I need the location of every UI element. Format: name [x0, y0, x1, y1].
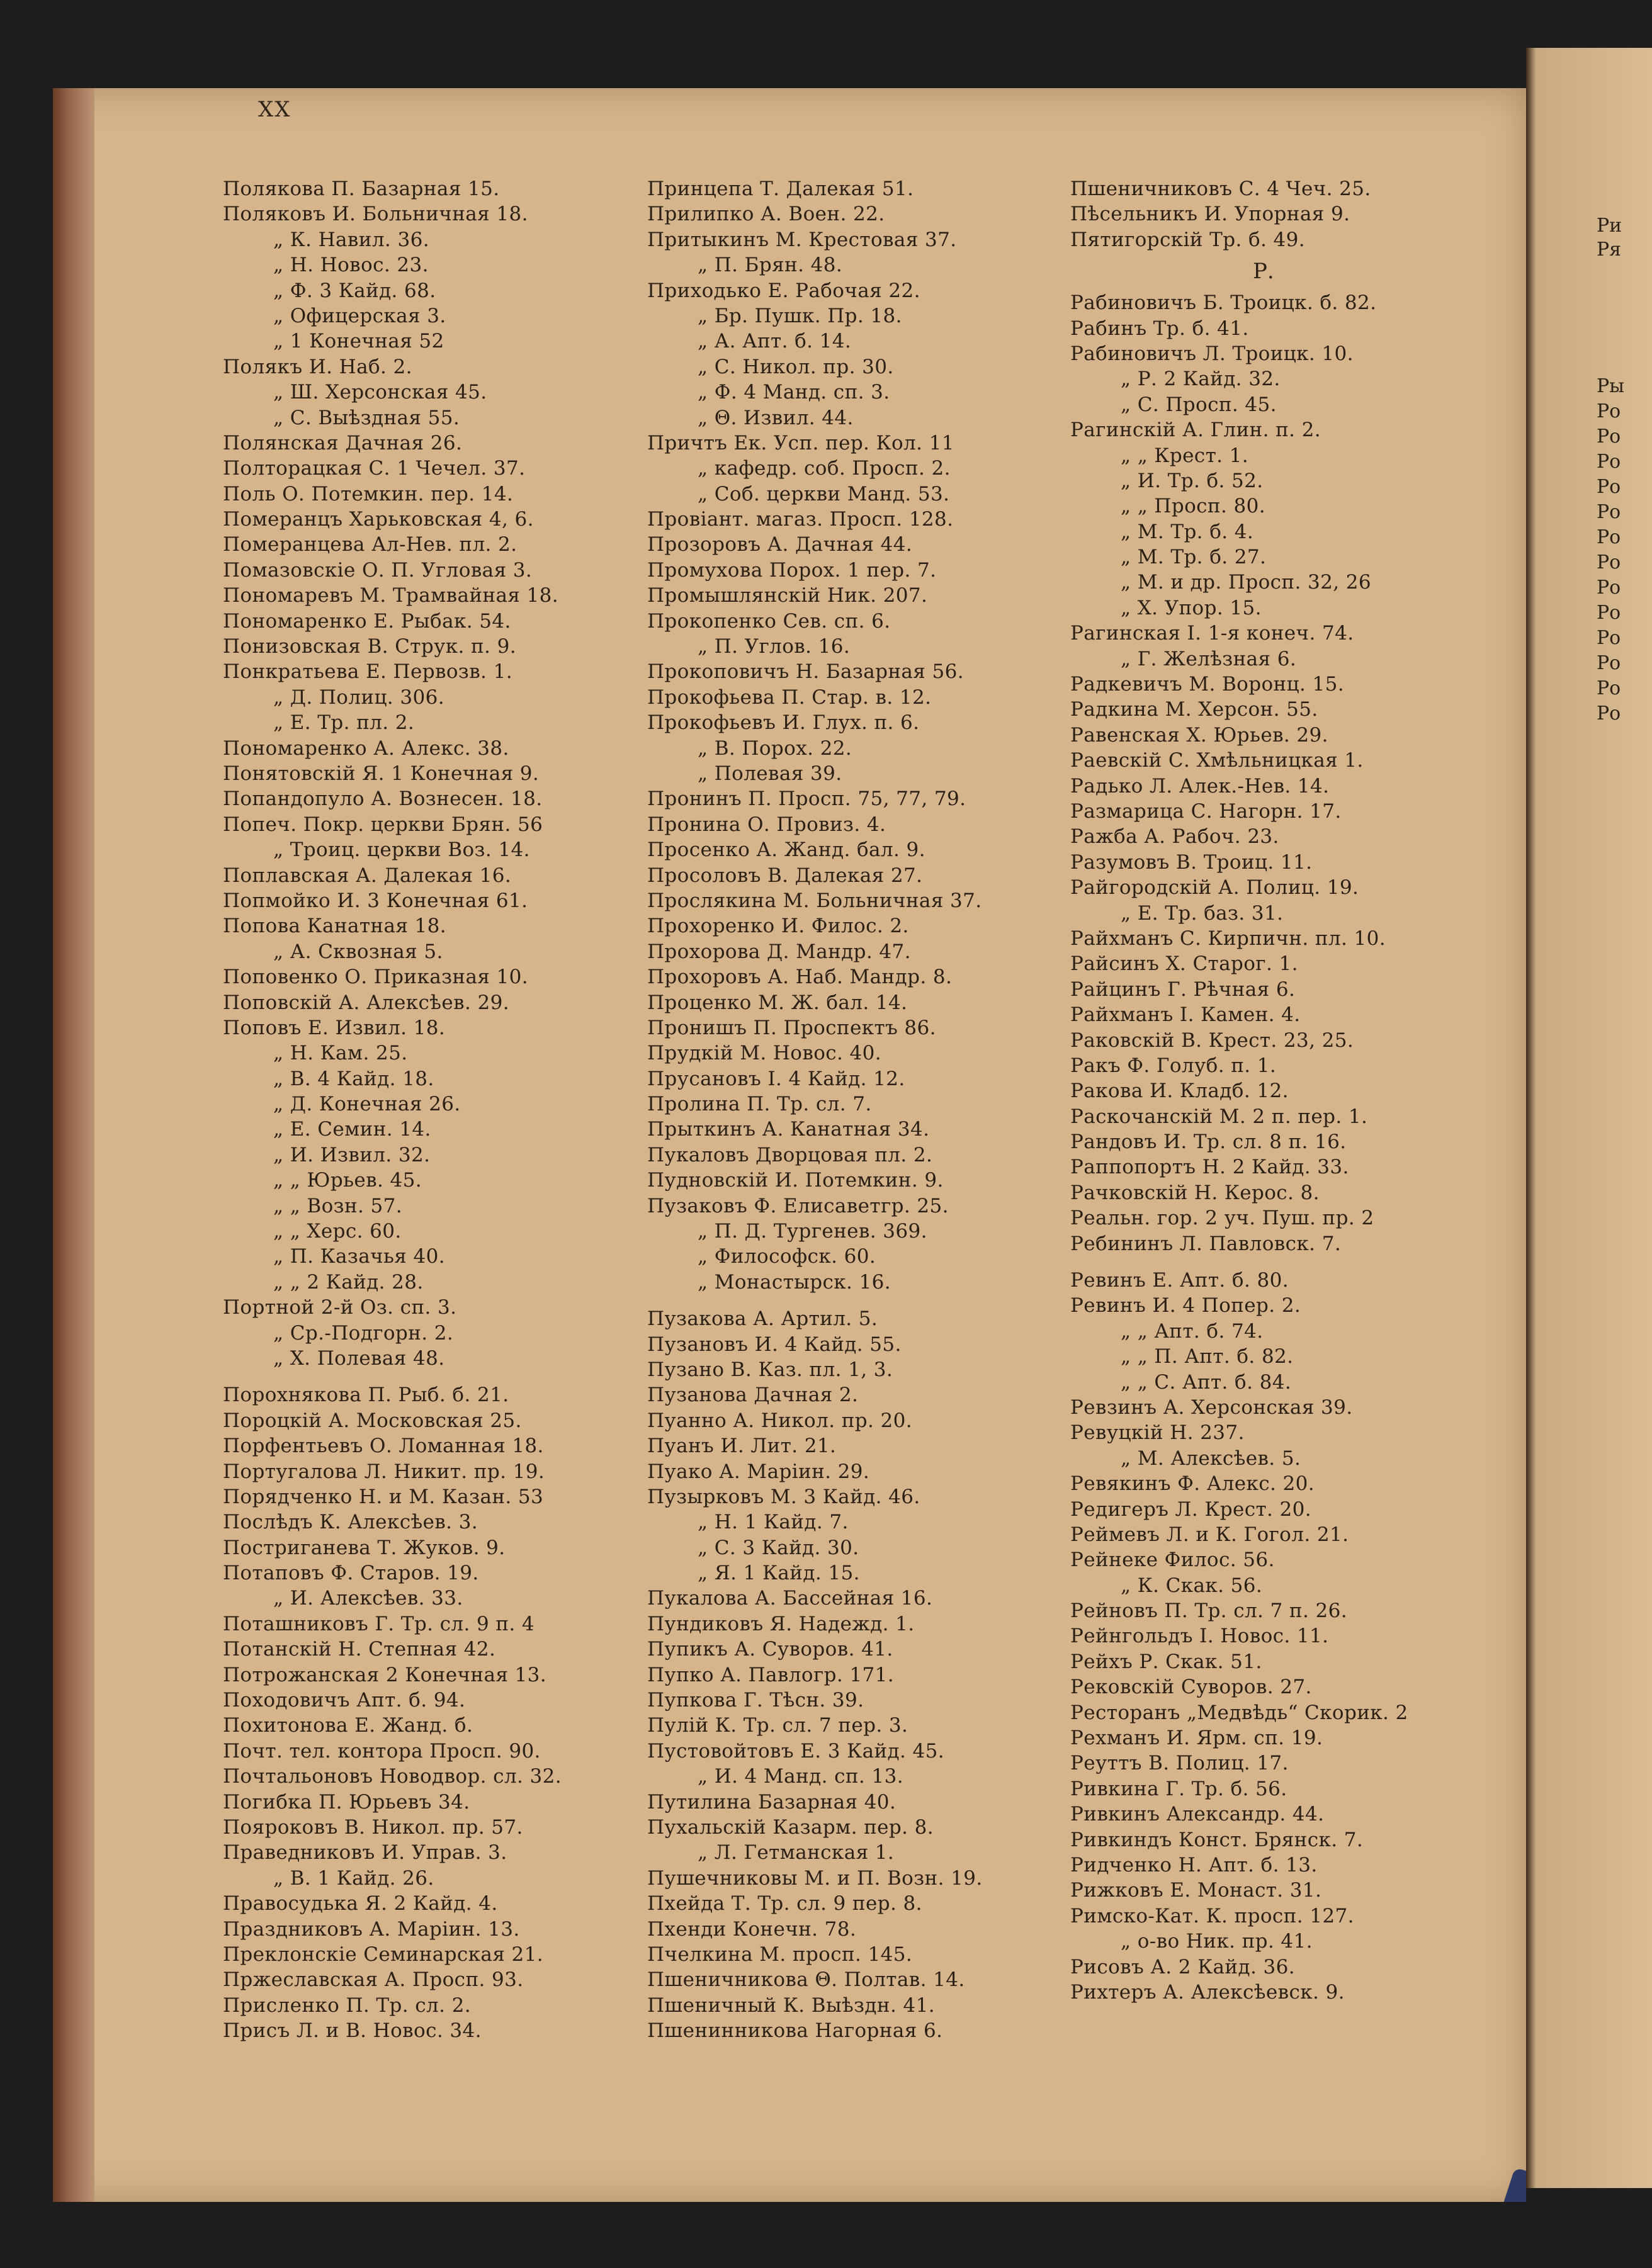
directory-entry: Райгородскій А. Полиц. 19. — [1070, 876, 1359, 900]
directory-entry: Рачковскій Н. Керос. 8. — [1070, 1181, 1320, 1204]
directory-entry: Присъ Л. и В. Новос. 34. — [223, 2019, 482, 2043]
directory-entry: „ „ Апт. б. 74. — [1121, 1319, 1264, 1343]
directory-entry: Потанскій Н. Степная 42. — [223, 1638, 496, 1661]
directory-entry: Пхейда Т. Тр. сл. 9 пер. 8. — [647, 1892, 922, 1915]
directory-entry: Пшенинникова Нагорная 6. — [647, 2019, 943, 2043]
directory-entry: „ Троиц. церкви Воз. 14. — [273, 838, 530, 862]
edge-fragment: Ро — [1597, 577, 1621, 599]
directory-entry: Ривкиндъ Конст. Брянск. 7. — [1070, 1828, 1364, 1851]
edge-fragment: Ро — [1597, 627, 1621, 649]
edge-fragment: Ро — [1597, 551, 1621, 573]
directory-entry: „ Монастырск. 16. — [698, 1270, 891, 1294]
directory-entry: Рандовъ И. Тр. сл. 8 п. 16. — [1070, 1131, 1347, 1154]
directory-entry: „ П. Брян. 48. — [698, 254, 843, 277]
directory-entry: Пронина О. Провиз. 4. — [647, 813, 886, 836]
directory-entry: Полякова П. Базарная 15. — [223, 178, 500, 200]
directory-entry: „ Офицерская 3. — [273, 304, 446, 327]
directory-entry: „ Г. Желѣзная 6. — [1121, 647, 1297, 670]
directory-entry: „ С. 3 Кайд. 30. — [698, 1536, 859, 1559]
directory-entry: „ „ Крест. 1. — [1121, 444, 1249, 467]
directory-entry: Промухова Порох. 1 пер. 7. — [647, 558, 937, 582]
directory-entry: Похитонова Е. Жанд. б. — [223, 1714, 473, 1737]
directory-entry: „ М. Алексѣев. 5. — [1121, 1447, 1301, 1470]
directory-entry: Пукаловъ Дворцовая пл. 2. — [647, 1143, 933, 1166]
directory-entry: Пшеничникова Θ. Полтав. 14. — [647, 1968, 965, 1992]
directory-entry: Пупко А. Павлогр. 171. — [647, 1663, 894, 1686]
directory-entry: Рековскій Суворов. 27. — [1070, 1676, 1312, 1699]
book-spine — [53, 88, 94, 2202]
directory-entry: Пороцкій А. Московская 25. — [223, 1409, 522, 1432]
directory-entry: Пшеничный К. Выѣздн. 41. — [647, 1994, 935, 2017]
directory-entry: Почт. тел. контора Просп. 90. — [223, 1739, 541, 1763]
directory-entry: Ражба А. Рабоч. 23. — [1070, 825, 1279, 849]
directory-entry: Понятовскій Я. 1 Конечная 9. — [223, 762, 540, 785]
directory-entry: Рейнгольдъ I. Новос. 11. — [1070, 1625, 1329, 1648]
directory-entry: Порфентьевъ О. Ломанная 18. — [223, 1435, 544, 1458]
directory-entry: Прилипко А. Воен. 22. — [647, 203, 885, 226]
bookmark-tab — [1484, 2167, 1526, 2202]
directory-entry: „ „ Юрьев. 45. — [273, 1169, 422, 1192]
directory-entry: Померанцъ Харьковская 4, 6. — [223, 508, 534, 531]
edge-fragment: Ры — [1597, 375, 1625, 397]
directory-entry: „ Ш. Херсонская 45. — [273, 381, 487, 404]
directory-entry: Прокофьева П. Стар. в. 12. — [647, 685, 932, 709]
directory-entry: „ В. Порох. 22. — [698, 736, 852, 760]
directory-entry: Пчелкина М. просп. 145. — [647, 1943, 913, 1966]
directory-entry: Помазовскіе О. П. Угловая 3. — [223, 558, 533, 582]
directory-entry: Поповскій А. Алексѣев. 29. — [223, 991, 509, 1014]
edge-fragment: Ро — [1597, 501, 1621, 523]
directory-entry: Погибка П. Юрьевъ 34. — [223, 1790, 470, 1814]
directory-entry: „ М. Тр. б. 27. — [1121, 546, 1267, 569]
directory-entry: „ И. 4 Манд. сп. 13. — [698, 1765, 903, 1788]
directory-entry: Рагинскій А. Глин. п. 2. — [1070, 419, 1321, 442]
directory-entry: „ кафедр. соб. Просп. 2. — [698, 457, 951, 480]
directory-entry: Пузырковъ М. 3 Кайд. 46. — [647, 1485, 920, 1508]
directory-entry: Рейхъ Р. Скак. 51. — [1070, 1650, 1262, 1673]
directory-column-3 — [1070, 176, 1408, 2005]
directory-entry: Рабинъ Тр. б. 41. — [1070, 317, 1249, 340]
directory-entry: „ „ С. Апт. б. 84. — [1121, 1370, 1292, 1394]
directory-entry: „ Философск. 60. — [698, 1245, 876, 1268]
directory-entry: Принцепа Т. Далекая 51. — [647, 178, 914, 200]
edge-fragment: Ро — [1597, 451, 1621, 473]
directory-entry: Пятигорскій Тр. б. 49. — [1070, 228, 1306, 251]
directory-entry: „ П. Д. Тургенев. 369. — [698, 1220, 927, 1243]
directory-entry: Португалова Л. Никит. пр. 19. — [223, 1460, 545, 1483]
directory-entry: Пхенди Конечн. 78. — [647, 1917, 857, 1941]
directory-entry: Прозоровъ А. Дачная 44. — [647, 533, 913, 556]
directory-entry: Пустовойтовъ Е. 3 Кайд. 45. — [647, 1739, 945, 1763]
directory-entry: „ М. Тр. б. 4. — [1121, 520, 1254, 543]
directory-entry: Пузановъ И. 4 Кайд. 55. — [647, 1333, 902, 1356]
directory-entry: „ Θ. Извил. 44. — [698, 406, 854, 429]
directory-entry: Ребининъ Л. Павловск. 7. — [1070, 1232, 1342, 1255]
directory-entry: „ Х. Упор. 15. — [1121, 596, 1262, 619]
directory-entry: Померанцева Ал-Нев. пл. 2. — [223, 533, 518, 556]
directory-entry: Равенская Х. Юрьев. 29. — [1070, 723, 1328, 747]
directory-entry: Радько Л. Алек.-Нев. 14. — [1070, 774, 1330, 798]
directory-entry: Поповъ Е. Извил. 18. — [223, 1016, 446, 1039]
directory-entry: Раевскій С. Хмѣльницкая 1. — [1070, 749, 1364, 772]
directory-entry: Прохорова Д. Мандр. 47. — [647, 940, 911, 963]
directory-entry: Пухальскій Казарм. пер. 8. — [647, 1816, 934, 1839]
directory-entry: Пудновскій И. Потемкин. 9. — [647, 1169, 944, 1192]
directory-entry: Пундиковъ Я. Надежд. 1. — [647, 1612, 915, 1635]
directory-entry: Ресторанъ „Медвѣдь“ Скорик. 2 — [1070, 1701, 1408, 1724]
directory-entry: Походовичъ Апт. б. 94. — [223, 1689, 466, 1712]
directory-entry: Прокоповичъ Н. Базарная 56. — [647, 660, 964, 684]
directory-entry: Пономаревъ М. Трамвайная 18. — [223, 584, 559, 607]
directory-entry: „ Е. Тр. баз. 31. — [1121, 901, 1284, 925]
directory-entry: „ В. 4 Кайд. 18. — [273, 1067, 434, 1090]
directory-entry: Проценко М. Ж. бал. 14. — [647, 991, 908, 1014]
directory-entry: „ А. Апт. б. 14. — [698, 330, 852, 353]
directory-entry: Пшеничниковъ С. 4 Чеч. 25. — [1070, 178, 1371, 200]
directory-entry: Поплавская А. Далекая 16. — [223, 864, 512, 887]
directory-entry: „ С. Выѣздная 55. — [273, 406, 460, 429]
directory-entry: Римско-Кат. К. просп. 127. — [1070, 1904, 1354, 1927]
directory-entry: Пѣсельникъ И. Упорная 9. — [1070, 203, 1350, 226]
directory-entry: Причтъ Ек. Усп. пер. Кол. 11 — [647, 431, 954, 454]
directory-entry: „ М. и др. Просп. 32, 26 — [1121, 571, 1371, 594]
directory-entry: „ Л. Гетманская 1. — [698, 1841, 895, 1865]
directory-entry: „ С. Никол. пр. 30. — [698, 355, 894, 378]
edge-fragment: Ро — [1597, 702, 1621, 725]
directory-entry: Рейнеке Филос. 56. — [1070, 1549, 1275, 1572]
directory-entry: Пронинъ П. Просп. 75, 77, 79. — [647, 787, 966, 811]
directory-entry: Ревякинъ Ф. Алекс. 20. — [1070, 1472, 1315, 1496]
directory-entry: Рихтеръ А. Алексѣевск. 9. — [1070, 1980, 1345, 2004]
directory-entry: „ „ Херс. 60. — [273, 1220, 402, 1243]
directory-entry: Пушечниковы М. и П. Возн. 19. — [647, 1866, 983, 1890]
directory-entry: Рехманъ И. Ярм. сп. 19. — [1070, 1727, 1323, 1750]
directory-entry: „ „ Возн. 57. — [273, 1194, 403, 1217]
directory-entry: Райсинъ Х. Старог. 1. — [1070, 952, 1298, 976]
directory-entry: Поль О. Потемкин. пер. 14. — [223, 482, 514, 505]
directory-entry: Радкевичъ М. Воронц. 15. — [1070, 673, 1344, 696]
directory-entry: Провіант. магаз. Просп. 128. — [647, 508, 954, 531]
directory-entry: Попеч. Покр. церкви Брян. 56 — [223, 813, 543, 836]
directory-entry: Ревинъ Е. Апт. б. 80. — [1070, 1269, 1289, 1292]
directory-entry: „ Д. Конечная 26. — [273, 1093, 461, 1116]
directory-entry: Ракова И. Кладб. 12. — [1070, 1080, 1289, 1103]
directory-entry: Путилина Базарная 40. — [647, 1790, 897, 1814]
directory-entry: „ И. Алексѣев. 33. — [273, 1587, 463, 1610]
directory-entry: Пономаренко А. Алекс. 38. — [223, 736, 509, 760]
directory-entry: Рисовъ А. 2 Кайд. 36. — [1070, 1955, 1295, 1978]
directory-entry: „ И. Извил. 32. — [273, 1143, 431, 1166]
directory-entry: Ракъ Ф. Голуб. п. 1. — [1070, 1054, 1277, 1077]
edge-fragment: Ро — [1597, 677, 1621, 699]
directory-entry: Прокофьевъ И. Глух. п. 6. — [647, 711, 920, 735]
directory-column-1 — [223, 176, 562, 2044]
directory-entry: Преклонскіе Семинарская 21. — [223, 1943, 544, 1966]
directory-entry: Рабиновичъ Л. Троицк. 10. — [1070, 342, 1354, 365]
directory-page — [53, 88, 1526, 2202]
directory-entry: „ Е. Тр. пл. 2. — [273, 711, 415, 735]
directory-entry: Рагинская I. 1-я конеч. 74. — [1070, 622, 1354, 645]
directory-entry: Попова Канатная 18. — [223, 915, 447, 938]
directory-entry: Пузано В. Каз. пл. 1, 3. — [647, 1358, 893, 1381]
directory-entry: Пуанъ И. Лит. 21. — [647, 1435, 837, 1458]
directory-entry: Полторацкая С. 1 Чечел. 37. — [223, 457, 526, 480]
directory-entry: Потаповъ Ф. Старов. 19. — [223, 1562, 479, 1585]
section-letter: Р. — [1253, 259, 1274, 285]
directory-entry: „ Х. Полевая 48. — [273, 1346, 445, 1370]
directory-entry: Реальн. гор. 2 уч. Пуш. пр. 2 — [1070, 1207, 1374, 1230]
directory-entry: „ С. Просп. 45. — [1121, 393, 1277, 416]
directory-entry: Полякъ И. Наб. 2. — [223, 355, 412, 378]
directory-entry: Ревзинъ А. Херсонская 39. — [1070, 1396, 1353, 1419]
directory-entry: „ Ф. 3 Кайд. 68. — [273, 279, 436, 302]
directory-entry: Ридченко Н. Апт. б. 13. — [1070, 1854, 1318, 1876]
directory-entry: Просенко А. Жанд. бал. 9. — [647, 838, 925, 862]
directory-entry: Присленко П. Тр. сл. 2. — [223, 1994, 472, 2017]
directory-entry: Просоловъ В. Далекая 27. — [647, 864, 923, 887]
directory-entry: Правосудька Я. 2 Кайд. 4. — [223, 1892, 498, 1915]
directory-entry: „ о-во Ник. пр. 41. — [1121, 1930, 1313, 1953]
directory-entry: Рижковъ Е. Монаст. 31. — [1070, 1879, 1322, 1902]
directory-entry: Попандопуло А. Вознесен. 18. — [223, 787, 543, 811]
directory-entry: „ А. Сквозная 5. — [273, 940, 443, 963]
directory-entry: Почтальоновъ Новодвор. сл. 32. — [223, 1765, 562, 1788]
directory-entry: Попмойко И. 3 Конечная 61. — [223, 889, 528, 912]
directory-entry: „ Ср.-Подгорн. 2. — [273, 1321, 454, 1345]
directory-entry: Пукалова А. Бассейная 16. — [647, 1587, 933, 1610]
directory-entry: Пуанно А. Никол. пр. 20. — [647, 1409, 913, 1432]
directory-entry: Пролина П. Тр. сл. 7. — [647, 1093, 872, 1116]
directory-entry: „ „ Просп. 80. — [1121, 495, 1266, 518]
directory-entry: Промышлянскій Ник. 207. — [647, 584, 928, 607]
directory-entry: Раскочанскій М. 2 п. пер. 1. — [1070, 1105, 1368, 1128]
edge-fragment: Ри — [1597, 215, 1622, 237]
directory-entry: Радкина М. Херсон. 55. — [1070, 698, 1318, 721]
directory-entry: „ Р. 2 Кайд. 32. — [1121, 368, 1281, 391]
directory-entry: Прыткинъ А. Канатная 34. — [647, 1118, 930, 1141]
edge-fragment: Ро — [1597, 426, 1621, 448]
directory-entry: Реймевъ Л. и К. Гогол. 21. — [1070, 1523, 1349, 1546]
directory-entry: Портной 2-й Оз. сп. 3. — [223, 1296, 457, 1319]
directory-entry: „ К. Скак. 56. — [1121, 1574, 1263, 1597]
directory-entry: Пономаренко Е. Рыбак. 54. — [223, 609, 511, 633]
directory-entry: Понизовская В. Струк. п. 9. — [223, 635, 516, 658]
directory-entry: Пронишъ П. Проспектъ 86. — [647, 1016, 936, 1039]
directory-entry: Раковскій В. Крест. 23, 25. — [1070, 1029, 1354, 1052]
directory-entry: Пуако А. Маріин. 29. — [647, 1460, 870, 1483]
directory-entry: „ В. 1 Кайд. 26. — [273, 1866, 434, 1890]
directory-entry: Прусановъ I. 4 Кайд. 12. — [647, 1067, 905, 1090]
directory-entry: Раппопортъ Н. 2 Кайд. 33. — [1070, 1156, 1349, 1179]
directory-entry: Ривкинъ Александр. 44. — [1070, 1803, 1325, 1826]
directory-entry: „ И. Тр. б. 52. — [1121, 469, 1264, 492]
directory-entry: Прохоренко И. Филос. 2. — [647, 915, 909, 938]
directory-entry: „ 1 Конечная 52 — [273, 330, 444, 353]
directory-entry: „ Е. Семин. 14. — [273, 1118, 431, 1141]
directory-column-2 — [647, 176, 983, 2044]
edge-fragment: Ро — [1597, 526, 1621, 548]
directory-entry: „ Я. 1 Кайд. 15. — [698, 1562, 860, 1585]
directory-entry: „ „ 2 Кайд. 28. — [273, 1270, 424, 1294]
directory-entry: Райцинъ Г. Рѣчная 6. — [1070, 978, 1296, 1001]
directory-entry: Поповенко О. Приказная 10. — [223, 966, 529, 989]
directory-entry: Пузакова А. Артил. 5. — [647, 1307, 878, 1331]
directory-entry: „ Н. Новос. 23. — [273, 254, 429, 277]
directory-entry: „ Соб. церкви Манд. 53. — [698, 482, 950, 505]
directory-entry: „ Ф. 4 Манд. сп. 3. — [698, 381, 890, 404]
directory-entry: Пояроковъ В. Никол. пр. 57. — [223, 1816, 523, 1839]
edge-fragment: Ро — [1597, 602, 1621, 624]
directory-entry: „ „ П. Апт. б. 82. — [1121, 1345, 1294, 1368]
directory-entry: Поляковъ И. Больничная 18. — [223, 203, 528, 226]
directory-entry: Ревинъ И. 4 Попер. 2. — [1070, 1294, 1301, 1317]
directory-entry: „ Н. Кам. 25. — [273, 1042, 408, 1065]
next-page-edge — [1526, 48, 1652, 2188]
directory-entry: Райхманъ I. Камен. 4. — [1070, 1003, 1301, 1027]
directory-entry: Прудкій М. Новос. 40. — [647, 1042, 882, 1065]
directory-entry: Приходько Е. Рабочая 22. — [647, 279, 920, 302]
directory-entry: Пупикъ А. Суворов. 41. — [647, 1638, 893, 1661]
directory-entry: Пржеславская А. Просп. 93. — [223, 1968, 524, 1992]
directory-entry: Потрожанская 2 Конечная 13. — [223, 1663, 547, 1686]
directory-entry: Порядченко Н. и М. Казан. 53 — [223, 1485, 544, 1508]
edge-fragment: Ро — [1597, 652, 1621, 674]
directory-entry: Прохоровъ А. Наб. Мандр. 8. — [647, 966, 953, 989]
edge-fragment: Ро — [1597, 400, 1621, 422]
directory-entry: Поташниковъ Г. Тр. сл. 9 п. 4 — [223, 1612, 535, 1635]
page-number: XX — [258, 97, 291, 122]
directory-entry: Ривкина Г. Тр. б. 56. — [1070, 1777, 1287, 1800]
directory-entry: Полянская Дачная 26. — [223, 431, 463, 454]
directory-entry: „ Бр. Пушк. Пр. 18. — [698, 304, 902, 327]
directory-entry: Понкратьева Е. Первозв. 1. — [223, 660, 512, 684]
directory-entry: Разумовъ В. Троиц. 11. — [1070, 850, 1313, 874]
directory-entry: Рабиновичъ Б. Троицк. б. 82. — [1070, 291, 1377, 315]
directory-entry: Размарица С. Нагорн. 17. — [1070, 799, 1342, 823]
directory-entry: Порохнякова П. Рыб. б. 21. — [223, 1384, 509, 1407]
directory-entry: „ Полевая 39. — [698, 762, 842, 785]
directory-entry: Пузаковъ Ф. Елисаветгр. 25. — [647, 1194, 949, 1217]
directory-entry: Пузанова Дачная 2. — [647, 1384, 859, 1407]
directory-entry: Праведниковъ И. Управ. 3. — [223, 1841, 507, 1865]
directory-entry: „ П. Казачья 40. — [273, 1245, 446, 1268]
directory-entry: „ К. Навил. 36. — [273, 228, 429, 251]
edge-fragment: Ря — [1597, 239, 1622, 261]
directory-entry: Праздниковъ А. Маріин. 13. — [223, 1917, 520, 1941]
directory-entry: Прослякина М. Больничная 37. — [647, 889, 982, 912]
directory-entry: Рейновъ П. Тр. сл. 7 п. 26. — [1070, 1599, 1348, 1623]
directory-entry: „ П. Углов. 16. — [698, 635, 851, 658]
directory-entry: Послѣдъ К. Алексѣев. 3. — [223, 1511, 478, 1534]
directory-entry: Реуттъ В. Полиц. 17. — [1070, 1752, 1289, 1775]
directory-entry: Райхманъ С. Кирпичн. пл. 10. — [1070, 927, 1386, 950]
edge-fragment: Ро — [1597, 476, 1621, 498]
directory-entry: Прокопенко Сев. сп. 6. — [647, 609, 891, 633]
directory-entry: Редигеръ Л. Крест. 20. — [1070, 1498, 1312, 1521]
directory-entry: „ Д. Полиц. 306. — [273, 685, 444, 709]
directory-entry: Пулій К. Тр. сл. 7 пер. 3. — [647, 1714, 908, 1737]
directory-entry: Притыкинъ М. Крестовая 37. — [647, 228, 957, 251]
directory-entry: Ревуцкій Н. 237. — [1070, 1421, 1245, 1445]
directory-entry: „ Н. 1 Кайд. 7. — [698, 1511, 849, 1534]
directory-entry: Пупкова Г. Тѣсн. 39. — [647, 1689, 864, 1712]
directory-entry: Постриганева Т. Жуков. 9. — [223, 1536, 506, 1559]
